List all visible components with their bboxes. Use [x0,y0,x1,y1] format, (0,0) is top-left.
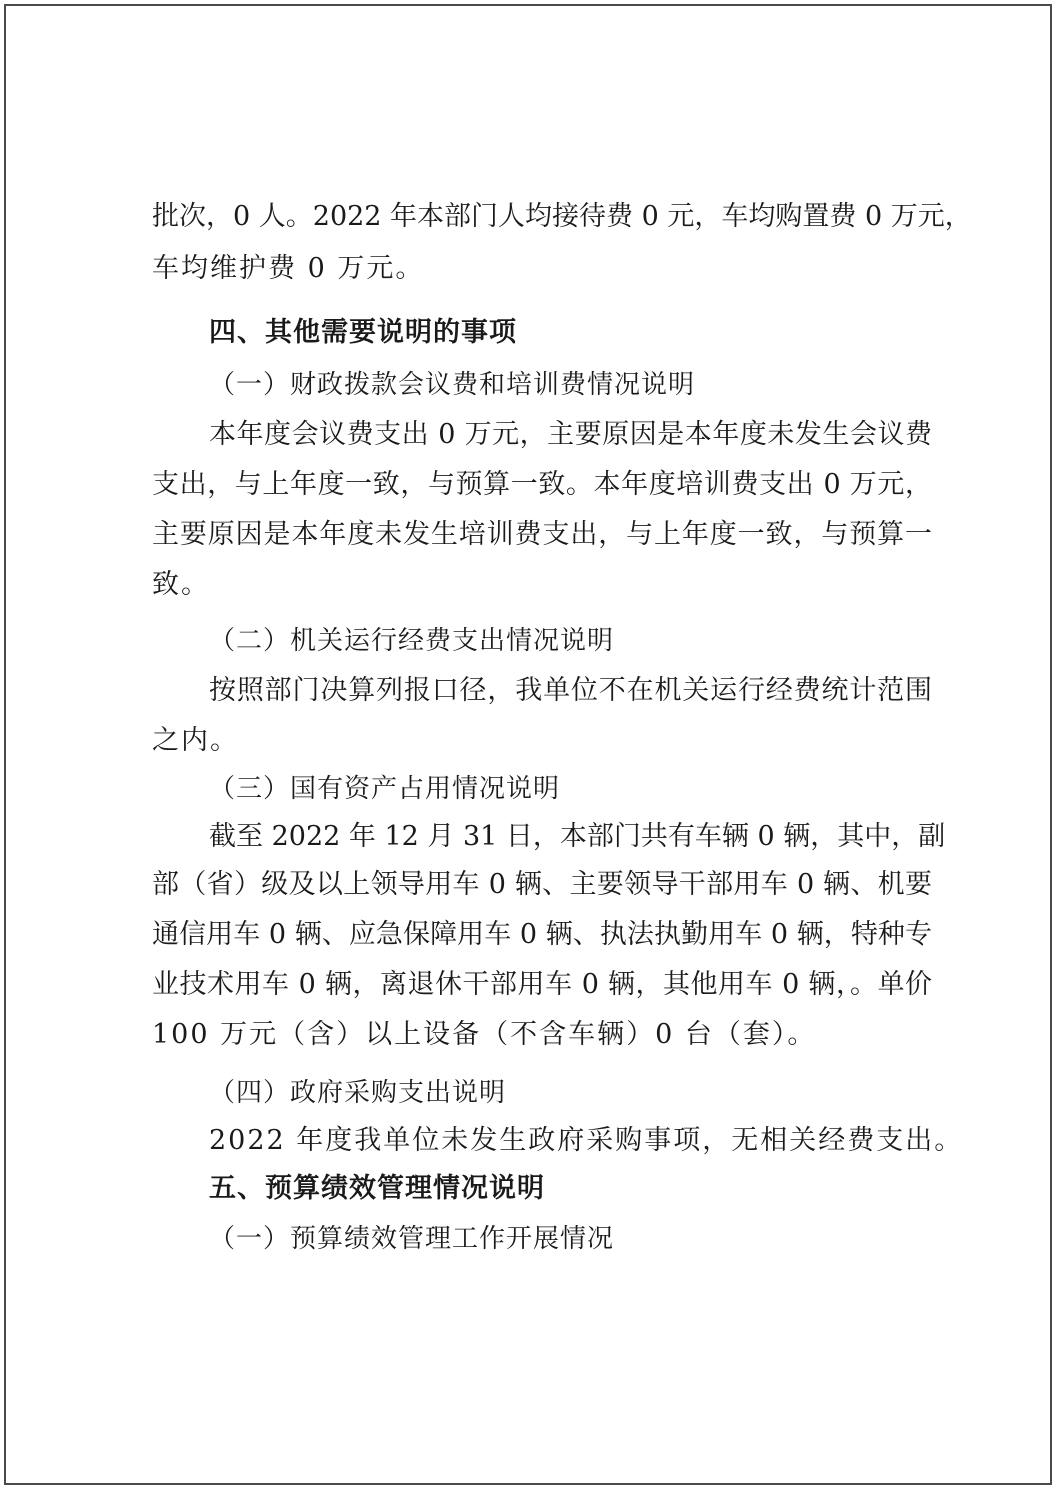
section-heading: 五、预算绩效管理情况说明 [209,1173,545,1204]
paragraph-line: 主要原因是本年度未发生培训费支出，与上年度一致，与预算一 [152,519,932,550]
subsection-heading: （二）机关运行经费支出情况说明 [209,626,615,656]
paragraph-line: 致。 [152,569,210,600]
paragraph-line: 截至 2022 年 12 月 31 日，本部门共有车辆 0 辆，其中，副 [209,821,946,852]
paragraph-line: 支出，与上年度一致，与预算一致。本年度培训费支出 0 万元， [152,469,932,500]
section-heading: 四、其他需要说明的事项 [209,317,517,348]
subsection-heading: （一）预算绩效管理工作开展情况 [209,1224,615,1254]
document-page [4,4,1052,1485]
paragraph-line: 按照部门决算列报口径，我单位不在机关运行经费统计范围 [209,675,932,706]
paragraph-line: 批次，0 人。2022 年本部门人均接待费 0 元，车均购置费 0 万元， [152,201,972,232]
paragraph-line: 通信用车 0 辆、应急保障用车 0 辆、执法执勤用车 0 辆，特种专 [152,919,932,950]
subsection-heading: （三）国有资产占用情况说明 [209,774,561,804]
subsection-heading: （一）财政拨款会议费和培训费情况说明 [209,370,696,400]
subsection-heading: （四）政府采购支出说明 [209,1078,507,1108]
paragraph-line: 本年度会议费支出 0 万元，主要原因是本年度未发生会议费 [209,419,932,450]
paragraph-line: 之内。 [152,725,239,756]
paragraph-line: 车均维护费 0 万元。 [152,253,425,284]
paragraph-line: 2022 年度我单位未发生政府采购事项，无相关经费支出。 [209,1125,964,1156]
paragraph-line: 100 万元（含）以上设备（不含车辆）0 台（套）。 [152,1019,817,1050]
paragraph-line: 部（省）级及以上领导用车 0 辆、主要领导干部用车 0 辆、机要 [152,869,932,900]
paragraph-line: 业技术用车 0 辆，离退休干部用车 0 辆，其他用车 0 辆，。单价 [152,969,932,1000]
